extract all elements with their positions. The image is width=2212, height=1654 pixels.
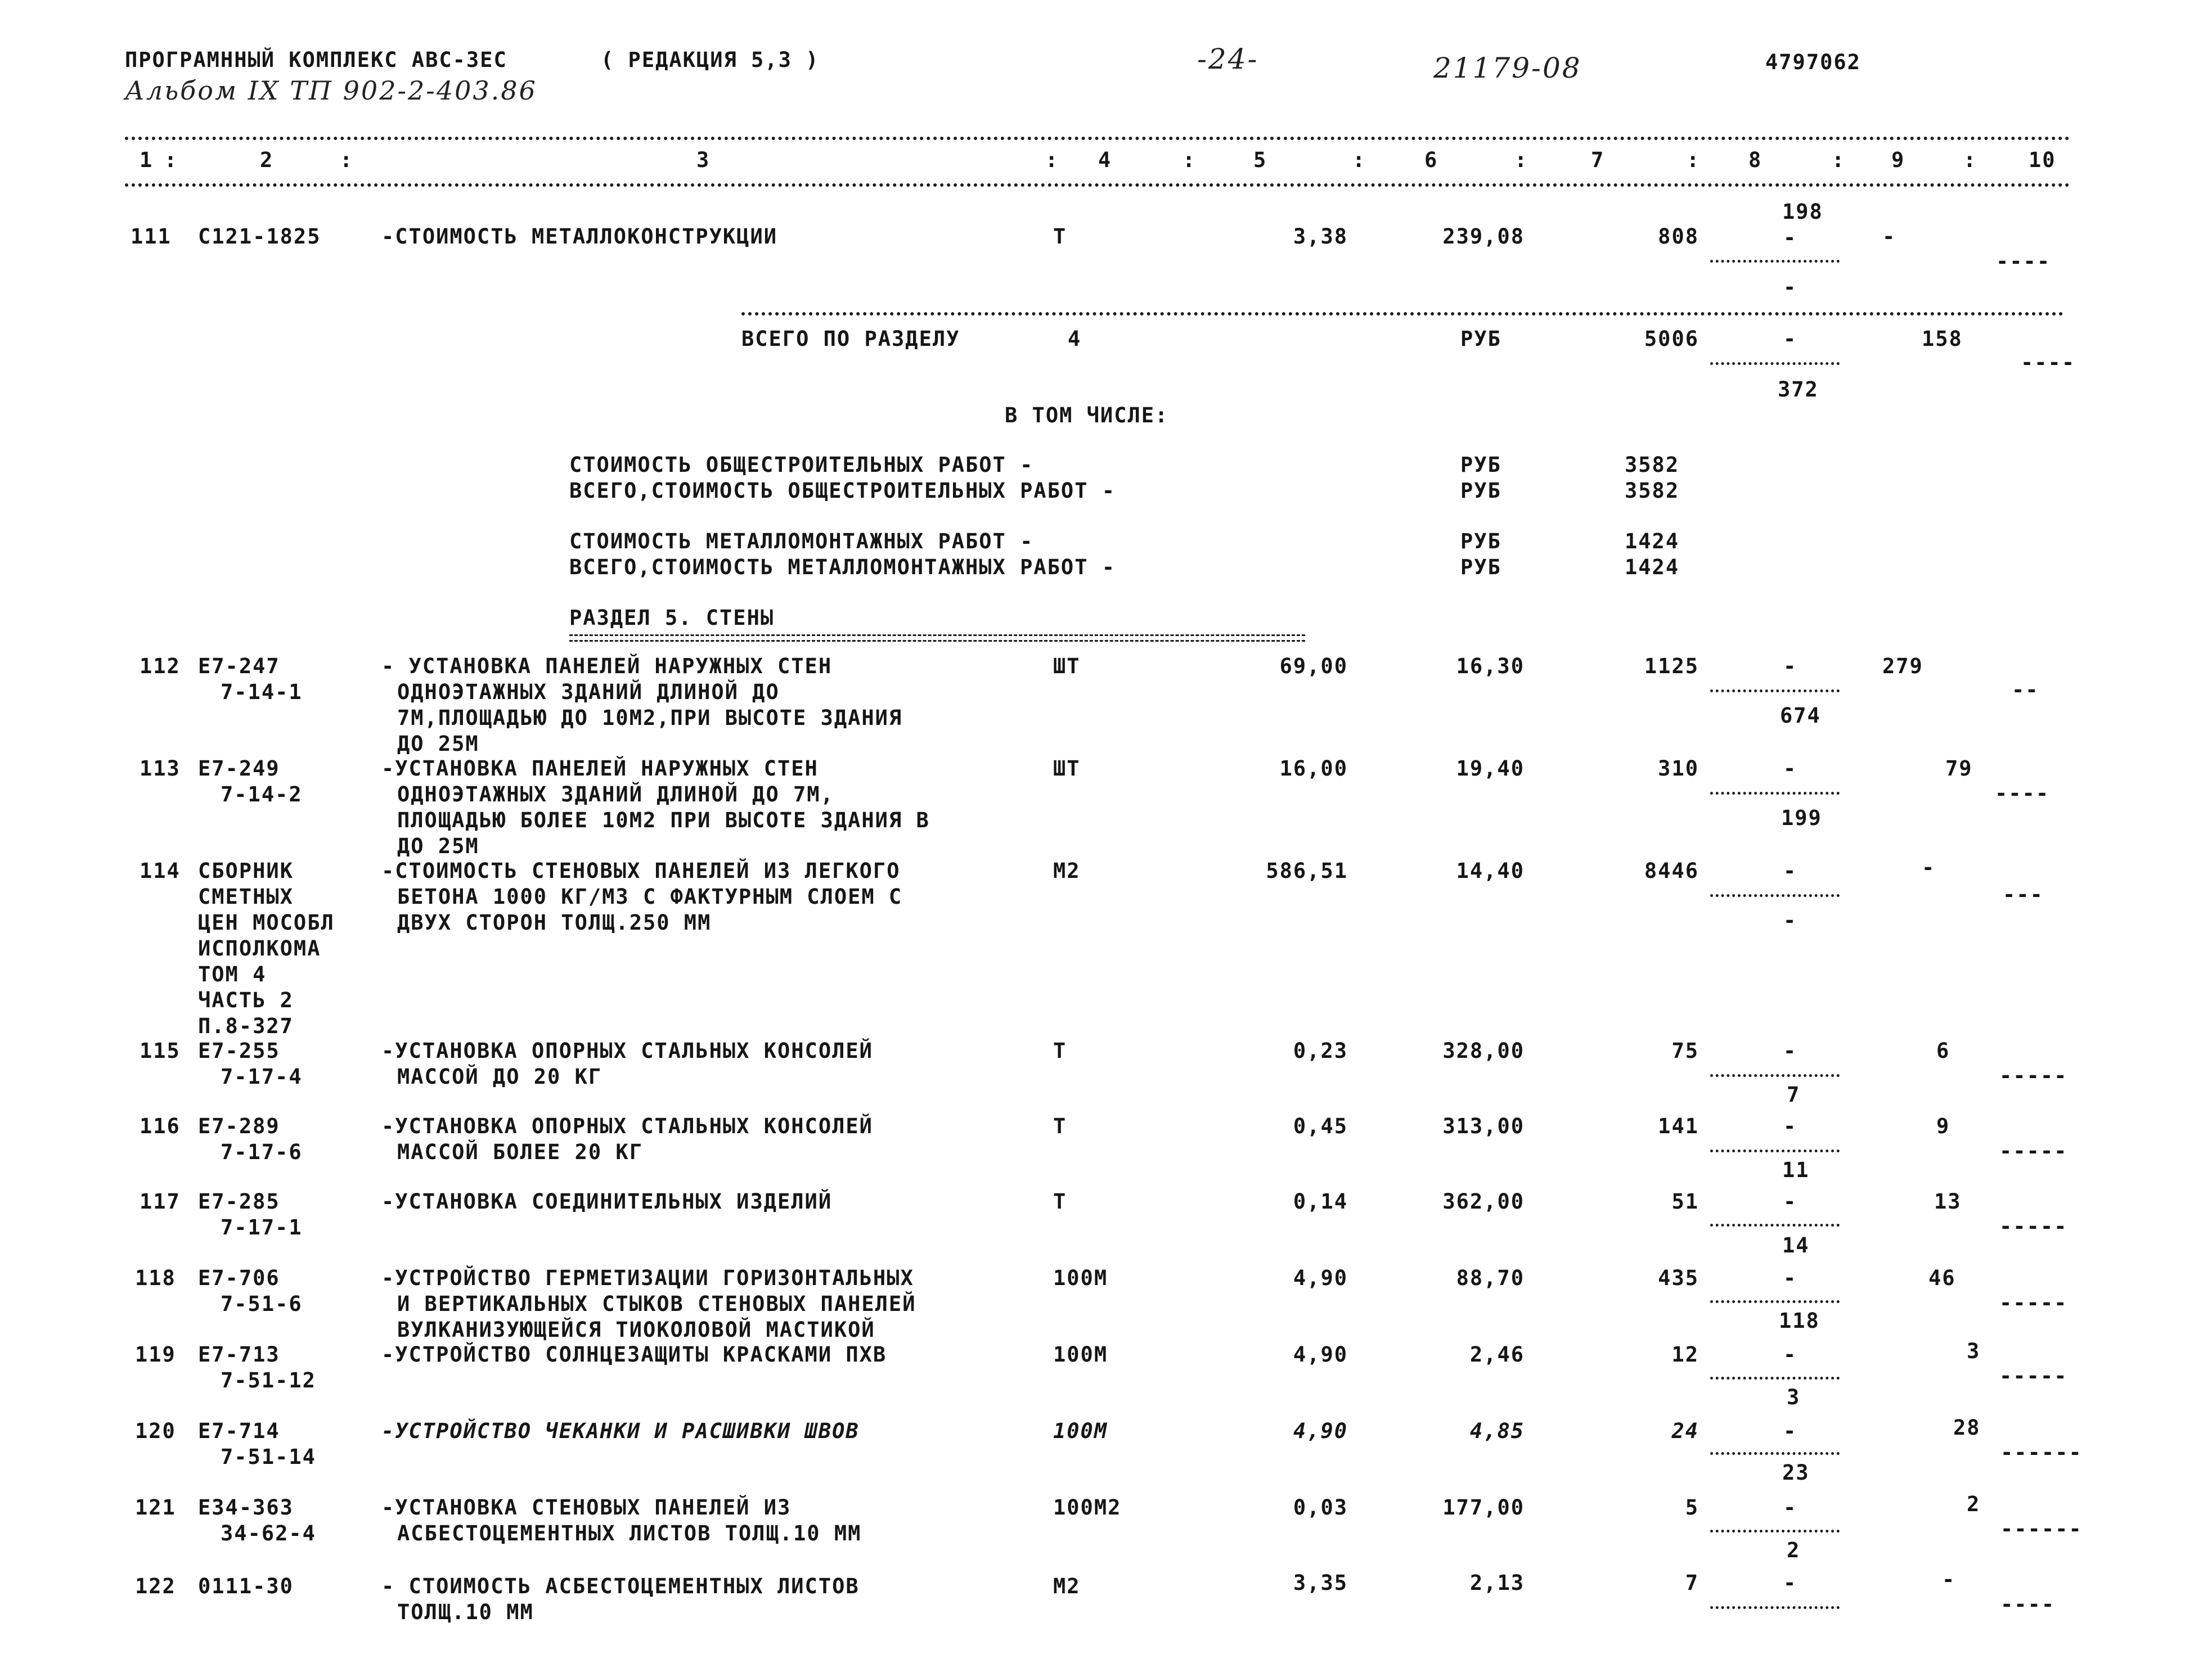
row-number: 112: [140, 654, 181, 678]
row-code: Е7-285: [198, 1189, 280, 1214]
row-desc: МАССОЙ БОЛЕЕ 20 КГ: [397, 1140, 643, 1164]
row-total: 8446: [1644, 859, 1699, 883]
row-unit: Т: [1053, 1039, 1067, 1063]
section-total-unit: РУБ: [1460, 327, 1501, 351]
row-col10: -----: [1999, 1139, 2068, 1163]
row-price: 14,40: [1456, 859, 1525, 883]
fraction-line: [1710, 1300, 1840, 1303]
row-code: Е7-247: [198, 654, 280, 678]
row-number: 116: [140, 1114, 181, 1138]
col-1: 1: [140, 148, 154, 172]
row-code: 34-62-4: [221, 1521, 316, 1545]
row-col8-mid: -: [1783, 226, 1797, 250]
section-heading: РАЗДЕЛ 5. СТЕНЫ: [569, 606, 775, 630]
row-unit: 100М2: [1053, 1495, 1122, 1520]
section-total-col9: 158: [1922, 327, 1963, 351]
row-col10: ------: [2000, 1517, 2083, 1541]
row-col9: 79: [1945, 756, 1973, 781]
row-col8-top: -: [1783, 1039, 1797, 1063]
fraction-line: [1710, 362, 1840, 365]
row-col10: ----: [1995, 781, 2050, 805]
row-unit: ШТ: [1053, 654, 1081, 678]
row-col9: 9: [1936, 1114, 1950, 1138]
row-col8-bot: 2: [1787, 1538, 1801, 1562]
section-total-col8-bot: 372: [1778, 377, 1819, 402]
row-col8-top: -: [1783, 756, 1797, 781]
fraction-line: [1710, 1530, 1840, 1533]
row-price: 313,00: [1442, 1114, 1525, 1138]
row-qty: 4,90: [1293, 1266, 1348, 1290]
row-number: 117: [140, 1189, 181, 1214]
summary-label: СТОИМОСТЬ ОБЩЕСТРОИТЕЛЬНЫХ РАБОТ -: [569, 453, 1034, 477]
row-desc: ОДНОЭТАЖНЫХ ЗДАНИЙ ДЛИНОЙ ДО: [397, 680, 780, 704]
album-label: Альбом IX ТП 902-2-403.86: [125, 75, 537, 106]
row-code: ТОМ 4: [198, 962, 267, 986]
row-price: 2,46: [1469, 1342, 1525, 1367]
row-desc: ДО 25М: [397, 834, 479, 858]
row-qty: 3,35: [1293, 1571, 1348, 1595]
row-total: 75: [1671, 1039, 1699, 1063]
row-col8-top: 198: [1782, 200, 1823, 224]
section-total-number: 4: [1068, 327, 1082, 351]
row-col9: 6: [1936, 1039, 1950, 1063]
row-desc: ВУЛКАНИЗУЮЩЕЙСЯ ТИОКОЛОВОЙ МАСТИКОЙ: [397, 1318, 875, 1342]
row-code: Е34-363: [198, 1495, 294, 1520]
row-col9: 279: [1882, 654, 1923, 678]
row-unit: Т: [1053, 224, 1067, 249]
row-col8-bot: -: [1783, 908, 1797, 932]
fraction-line: [1710, 1224, 1840, 1227]
summary-value: 3582: [1625, 453, 1680, 477]
col-sep: :: [1045, 148, 1059, 172]
row-number: 114: [140, 859, 181, 883]
row-desc: -УСТРОЙСТВО СОЛНЦЕЗАЩИТЫ КРАСКАМИ ПХВ: [381, 1342, 887, 1367]
row-unit: М2: [1053, 1574, 1081, 1598]
row-total: 435: [1658, 1266, 1699, 1290]
row-col10: ---: [2003, 882, 2044, 907]
row-col8-top: -: [1783, 1419, 1797, 1443]
row-desc: -УСТАНОВКА ПАНЕЛЕЙ НАРУЖНЫХ СТЕН: [381, 756, 819, 781]
col-sep: :: [1687, 148, 1701, 172]
row-code: Е7-714: [198, 1419, 280, 1443]
col-10: 10: [2029, 148, 2056, 172]
summary-label: ВСЕГО,СТОИМОСТЬ ОБЩЕСТРОИТЕЛЬНЫХ РАБОТ -: [569, 479, 1116, 503]
row-number: 120: [135, 1419, 176, 1443]
row-code: С121-1825: [198, 224, 321, 249]
row-code: 0111-30: [198, 1574, 294, 1598]
col-7: 7: [1591, 148, 1605, 172]
header-rule-top: [125, 137, 2070, 140]
row-col8-bot: 118: [1779, 1309, 1820, 1333]
col-4: 4: [1098, 148, 1112, 172]
row-col8-bot: 23: [1782, 1461, 1810, 1485]
summary-value: 3582: [1625, 479, 1680, 503]
row-desc: АСБЕСТОЦЕМЕНТНЫХ ЛИСТОВ ТОЛЩ.10 ММ: [397, 1521, 862, 1545]
section-total-rule: [741, 312, 2063, 316]
row-total: 7: [1685, 1571, 1699, 1595]
row-qty: 586,51: [1266, 859, 1348, 883]
row-code: Е7-706: [198, 1266, 280, 1290]
row-number: 119: [135, 1342, 176, 1367]
row-code: П.8-327: [198, 1014, 294, 1038]
row-col8-bot: 7: [1787, 1083, 1801, 1107]
section-total-col10: ----: [2021, 350, 2076, 375]
document-code: 21179-08: [1433, 52, 1582, 84]
row-col8-top: -: [1783, 1495, 1797, 1520]
summary-unit: РУБ: [1460, 555, 1501, 579]
row-desc: -УСТАНОВКА ОПОРНЫХ СТАЛЬНЫХ КОНСОЛЕЙ: [381, 1114, 873, 1138]
col-sep: :: [1514, 148, 1528, 172]
row-col10: -----: [1999, 1364, 2068, 1388]
row-price: 2,13: [1469, 1571, 1525, 1595]
row-total: 141: [1658, 1114, 1699, 1138]
row-code: Е7-249: [198, 756, 280, 781]
fraction-line: [1710, 1452, 1840, 1455]
row-total: 12: [1671, 1342, 1699, 1367]
row-col9: -: [1942, 1567, 1956, 1592]
row-col8-top: -: [1783, 1571, 1797, 1595]
row-code: 7-51-6: [221, 1292, 303, 1316]
row-col10: ------: [2000, 1440, 2083, 1464]
fraction-line: [1710, 792, 1840, 795]
row-code: 7-14-2: [221, 782, 303, 806]
row-qty: 69,00: [1279, 654, 1348, 678]
col-3: 3: [696, 148, 711, 172]
row-col9: -: [1922, 855, 1936, 880]
row-col8-bot: -: [1783, 275, 1797, 299]
row-price: 4,85: [1469, 1419, 1525, 1443]
row-qty: 3,38: [1293, 224, 1348, 249]
row-col8-bot: 199: [1781, 806, 1822, 830]
row-code: ЧАСТЬ 2: [198, 988, 294, 1012]
row-desc: -УСТАНОВКА СТЕНОВЫХ ПАНЕЛЕЙ ИЗ: [381, 1495, 792, 1520]
row-desc: -УСТАНОВКА ОПОРНЫХ СТАЛЬНЫХ КОНСОЛЕЙ: [381, 1039, 873, 1063]
row-unit: Т: [1053, 1114, 1067, 1138]
row-qty: 4,90: [1293, 1419, 1348, 1443]
row-unit: М2: [1053, 859, 1081, 883]
summary-value: 1424: [1625, 529, 1680, 553]
col-sep: :: [1832, 148, 1846, 172]
row-col8-top: -: [1783, 1266, 1797, 1290]
row-col9: 13: [1934, 1189, 1962, 1214]
fraction-line: [1710, 1150, 1840, 1152]
summary-unit: РУБ: [1460, 529, 1501, 553]
row-number: 111: [131, 224, 172, 249]
row-total: 310: [1658, 756, 1699, 781]
row-desc: -УСТАНОВКА СОЕДИНИТЕЛЬНЫХ ИЗДЕЛИЙ: [381, 1189, 833, 1214]
section-underline: [569, 634, 1305, 642]
row-qty: 0,45: [1293, 1114, 1348, 1138]
row-col9: -: [1882, 224, 1896, 249]
row-total: 808: [1658, 224, 1699, 249]
row-total: 24: [1671, 1419, 1699, 1443]
row-qty: 0,23: [1293, 1039, 1348, 1063]
row-col8-top: -: [1783, 859, 1797, 883]
row-desc: ПЛОЩАДЬЮ БОЛЕЕ 10М2 ПРИ ВЫСОТЕ ЗДАНИЯ В: [397, 808, 930, 832]
row-price: 328,00: [1442, 1039, 1525, 1063]
row-unit: Т: [1053, 1189, 1067, 1214]
col-9: 9: [1891, 148, 1905, 172]
row-col8-top: -: [1783, 1189, 1797, 1214]
document-number: 4797062: [1765, 50, 1861, 74]
row-col8-bot: 674: [1780, 704, 1821, 728]
page-number: -24-: [1197, 43, 1259, 75]
row-price: 177,00: [1442, 1495, 1525, 1520]
row-col10: --: [2012, 678, 2039, 702]
row-col8-top: -: [1783, 1342, 1797, 1367]
row-col10: ----: [1996, 249, 2051, 273]
row-total: 5: [1685, 1495, 1699, 1520]
row-desc: -УСТРОЙСТВО ЧЕКАНКИ И РАСШИВКИ ШВОВ: [381, 1419, 860, 1443]
row-desc: ДВУХ СТОРОН ТОЛЩ.250 ММ: [397, 911, 712, 935]
row-number: 121: [135, 1495, 176, 1520]
row-code: СМЕТНЫХ: [198, 885, 294, 909]
col-5: 5: [1253, 148, 1267, 172]
col-sep: :: [164, 148, 178, 172]
row-price: 19,40: [1456, 756, 1525, 781]
row-price: 362,00: [1442, 1189, 1525, 1214]
row-code: 7-17-4: [221, 1065, 303, 1089]
header-rule-bottom: [125, 183, 2070, 187]
summary-label: ВСЕГО,СТОИМОСТЬ МЕТАЛЛОМОНТАЖНЫХ РАБОТ -: [569, 555, 1116, 579]
row-code: 7-51-12: [221, 1368, 316, 1392]
row-code: Е7-255: [198, 1039, 280, 1063]
summary-value: 1424: [1625, 555, 1680, 579]
row-col8-top: -: [1783, 654, 1797, 678]
fraction-line: [1710, 1606, 1840, 1609]
fraction-line: [1710, 1074, 1840, 1077]
section-total-value: 5006: [1644, 327, 1699, 351]
col-sep: :: [340, 148, 354, 172]
edition-label: ( РЕДАКЦИЯ 5,3 ): [601, 48, 820, 72]
row-col9: 28: [1953, 1416, 1981, 1440]
row-desc: -СТОИМОСТЬ СТЕНОВЫХ ПАНЕЛЕЙ ИЗ ЛЕГКОГО: [381, 859, 901, 883]
program-title: ПРОГРАМННЫЙ КОМПЛЕКС АВС-3ЕС: [125, 48, 507, 72]
row-desc: И ВЕРТИКАЛЬНЫХ СТЫКОВ СТЕНОВЫХ ПАНЕЛЕЙ: [397, 1292, 916, 1316]
row-price: 16,30: [1456, 654, 1525, 678]
row-col9: 2: [1967, 1492, 1981, 1516]
col-sep: :: [1352, 148, 1366, 172]
row-number: 115: [140, 1039, 181, 1063]
row-unit: ШТ: [1053, 756, 1081, 781]
row-col9: 46: [1928, 1266, 1956, 1290]
row-col10: -----: [1999, 1291, 2068, 1315]
fraction-line: [1710, 260, 1840, 263]
row-desc: МАССОЙ ДО 20 КГ: [397, 1065, 603, 1089]
fraction-line: [1710, 1377, 1840, 1380]
row-desc: ДО 25М: [397, 732, 479, 756]
row-number: 113: [140, 756, 181, 781]
row-price: 88,70: [1456, 1266, 1525, 1290]
row-qty: 0,03: [1293, 1495, 1348, 1520]
section-total-col8-mid: -: [1783, 327, 1797, 351]
row-code: 7-17-1: [221, 1215, 303, 1240]
row-code: СБОРНИК: [198, 859, 294, 883]
fraction-line: [1710, 894, 1840, 897]
row-number: 118: [135, 1266, 176, 1290]
row-col10: -----: [1999, 1063, 2068, 1088]
col-8: 8: [1748, 148, 1763, 172]
row-number: 122: [135, 1574, 176, 1598]
row-col10: ----: [2000, 1592, 2056, 1616]
row-price: 239,08: [1442, 224, 1525, 249]
row-desc: - УСТАНОВКА ПАНЕЛЕЙ НАРУЖНЫХ СТЕН: [381, 654, 833, 678]
row-unit: 100М: [1053, 1419, 1108, 1443]
summary-label: СТОИМОСТЬ МЕТАЛЛОМОНТАЖНЫХ РАБОТ -: [569, 529, 1034, 553]
row-col9: 3: [1967, 1339, 1981, 1363]
row-unit: 100М: [1053, 1342, 1108, 1367]
col-6: 6: [1424, 148, 1438, 172]
row-col8-bot: 14: [1782, 1233, 1810, 1258]
row-name: -СТОИМОСТЬ МЕТАЛЛОКОНСТРУКЦИИ: [381, 224, 778, 249]
row-code: Е7-289: [198, 1114, 280, 1138]
row-total: 1125: [1644, 654, 1699, 678]
row-desc: ОДНОЭТАЖНЫХ ЗДАНИЙ ДЛИНОЙ ДО 7М,: [397, 782, 834, 806]
section-total-label: ВСЕГО ПО РАЗДЕЛУ: [741, 327, 960, 351]
row-desc: - СТОИМОСТЬ АСБЕСТОЦЕМЕНТНЫХ ЛИСТОВ: [381, 1574, 860, 1598]
row-total: 51: [1671, 1189, 1699, 1214]
row-code: Е7-713: [198, 1342, 280, 1367]
row-qty: 4,90: [1293, 1342, 1348, 1367]
row-desc: -УСТРОЙСТВО ГЕРМЕТИЗАЦИИ ГОРИЗОНТАЛЬНЫХ: [381, 1266, 914, 1290]
row-desc: 7М,ПЛОЩАДЬЮ ДО 10М2,ПРИ ВЫСОТЕ ЗДАНИЯ: [397, 706, 903, 730]
row-code: ЦЕН МОСОБЛ: [198, 911, 335, 935]
col-sep: :: [1183, 148, 1197, 172]
summary-unit: РУБ: [1460, 479, 1501, 503]
row-desc: ТОЛЩ.10 ММ: [397, 1600, 534, 1624]
row-col10: -----: [1999, 1214, 2068, 1238]
row-qty: 0,14: [1293, 1189, 1348, 1214]
row-col8-bot: 11: [1782, 1158, 1810, 1182]
row-desc: БЕТОНА 1000 КГ/М3 С ФАКТУРНЫМ СЛОЕМ С: [397, 885, 903, 909]
row-code: 7-14-1: [221, 680, 303, 704]
col-sep: :: [1963, 148, 1977, 172]
summary-unit: РУБ: [1460, 453, 1501, 477]
row-qty: 16,00: [1279, 756, 1348, 781]
row-col8-bot: 3: [1787, 1385, 1801, 1409]
row-code: 7-17-6: [221, 1140, 303, 1164]
row-code: 7-51-14: [221, 1445, 316, 1469]
row-code: ИСПОЛКОМА: [198, 936, 321, 961]
row-col8-top: -: [1783, 1114, 1797, 1138]
col-2: 2: [260, 148, 274, 172]
row-unit: 100М: [1053, 1266, 1108, 1290]
including-heading: В ТОМ ЧИСЛЕ:: [1005, 403, 1169, 427]
fraction-line: [1710, 689, 1840, 692]
